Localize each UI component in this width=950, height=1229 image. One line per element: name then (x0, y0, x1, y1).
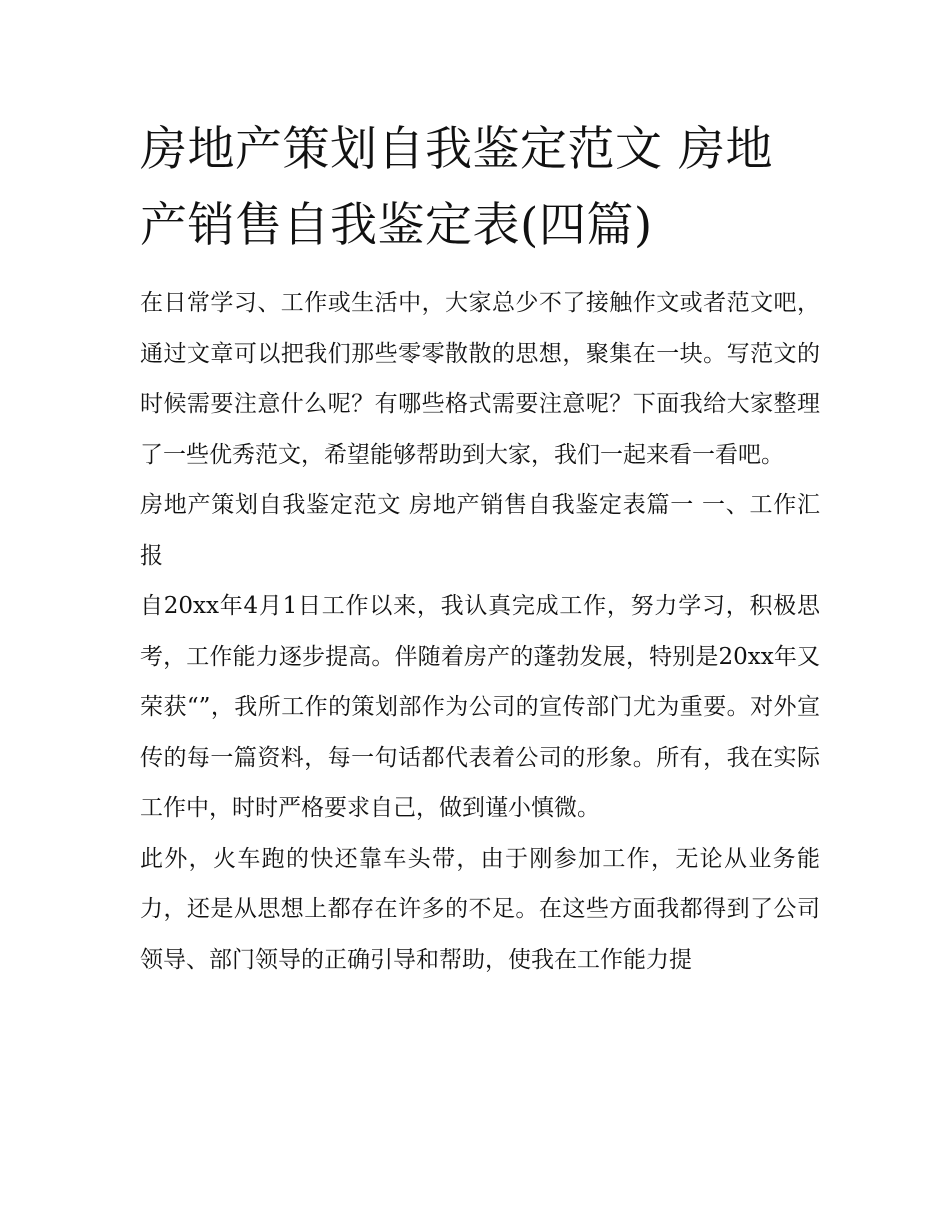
paragraph-improvement: 此外，火车跑的快还靠车头带，由于刚参加工作，无论从业务能力，还是从思想上都存在许多的不足。在这些方面我都得到了公司领导、部门领导的正确引导和帮助，使我在工作能力提 (140, 845, 820, 973)
paragraph-work-report: 自20xx年4月1日工作以来，我认真完成工作，努力学习，积极思考，工作能力逐步提高。伴随着房产的蓬勃发展，特别是20xx年又荣获“”，我所工作的策划部作为公司的宣传部门尤为重要。对外宣传的每一篇资料，每一句话都代表着公司的形象。所有，我在实际工作中，时时严格要求自己，做到谨小慎微。 (140, 593, 820, 821)
document-page (140, 112, 820, 985)
document-title: 房地产策划自我鉴定范文 房地产销售自我鉴定表(四篇) (140, 122, 773, 253)
paragraph-intro: 在日常学习、工作或生活中，大家总少不了接触作文或者范文吧，通过文章可以把我们那些零零散散的思想，聚集在一块。写范文的时候需要注意什么呢？有哪些格式需要注意呢？下面我给大家整理了一些优秀范文，希望能够帮助到大家，我们一起来看一看吧。 (140, 290, 820, 468)
paragraph-section-heading: 房地产策划自我鉴定范文 房地产销售自我鉴定表篇一 一、工作汇报 (140, 492, 820, 569)
